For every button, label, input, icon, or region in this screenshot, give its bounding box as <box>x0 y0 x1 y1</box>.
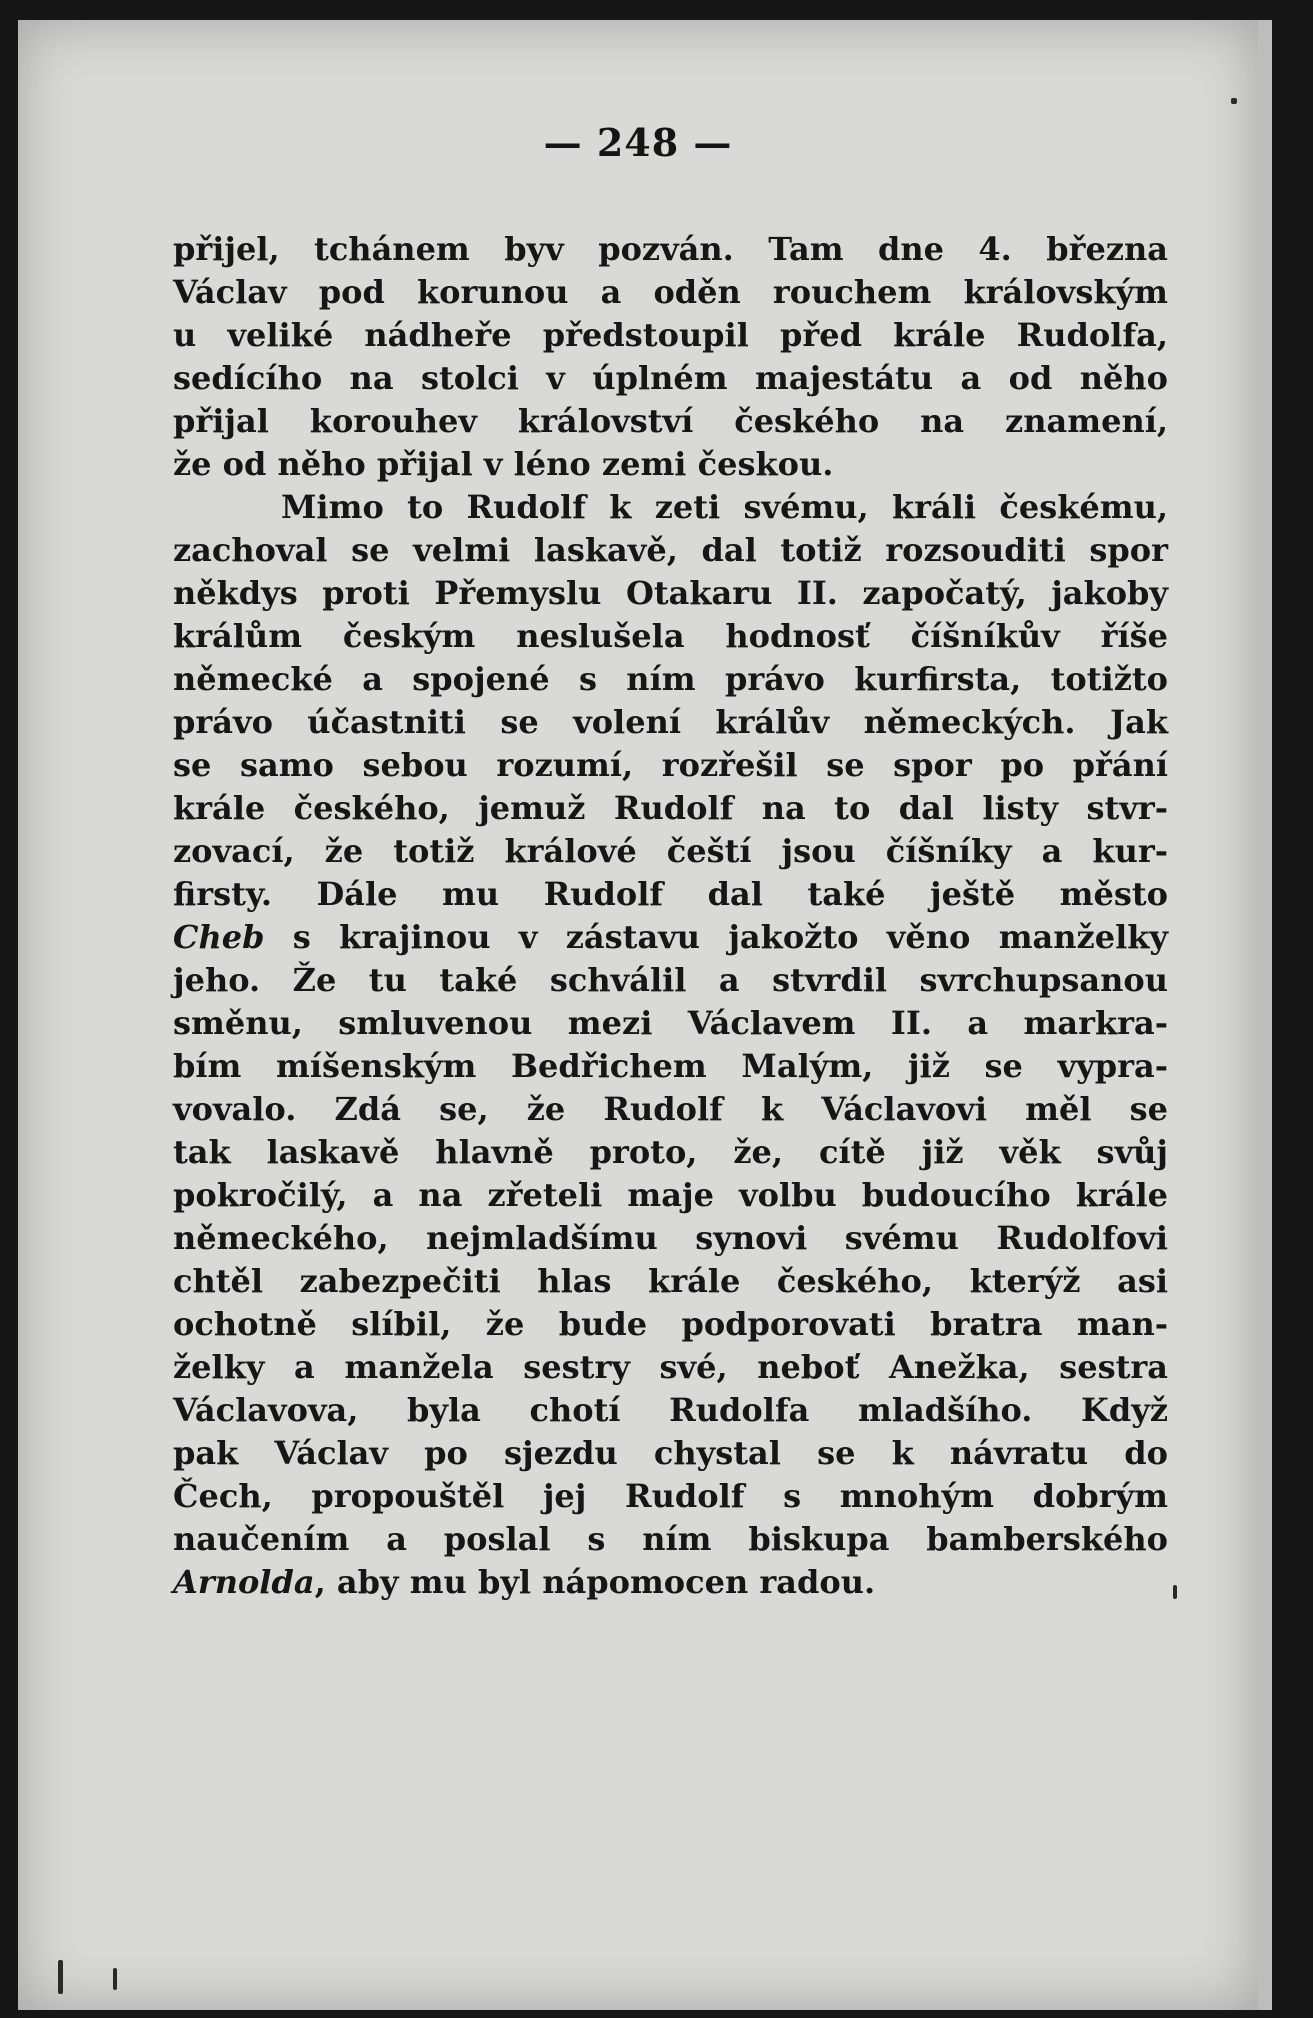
page-edge <box>1258 20 1272 2010</box>
paragraph-start-line: Mimo to Rudolf k zeti svému, králi českému, <box>281 488 1168 526</box>
text-line: někdys proti Přemyslu Otakaru II. započatý, jakoby <box>173 574 1168 612</box>
text-line: králům českým neslušela hodnosť číšníkův říše <box>173 617 1168 655</box>
place-name-cheb: Cheb <box>173 918 265 956</box>
text-line: chtěl zabezpečiti hlas krále českého, kterýž asi <box>173 1262 1168 1300</box>
text-line: se samo sebou rozumí, rozřešil se spor po přání <box>173 746 1168 784</box>
text-line: firsty. Dále mu Rudolf dal také ještě město <box>173 875 1168 913</box>
body-text <box>173 228 1168 1604</box>
text-line-with-place-name <box>173 916 1168 959</box>
scan-speck <box>1231 98 1237 104</box>
scan-speck <box>113 1968 117 1990</box>
text-line-rest: s krajinou v zástavu jakožto věno manželky <box>264 918 1168 956</box>
text-line: směnu, smluvenou mezi Václavem II. a markra- <box>173 1004 1168 1042</box>
text-line: tak laskavě hlavně proto, že, cítě již věk svůj <box>173 1133 1168 1171</box>
text-line: u veliké nádheře předstoupil před krále Rudolfa, <box>173 316 1168 354</box>
text-line: pak Václav po sjezdu chystal se k návratu do <box>173 1434 1168 1472</box>
text-line: právo účastniti se volení králův německých. Jak <box>173 703 1168 741</box>
text-line: Václavova, byla chotí Rudolfa mladšího. Když <box>173 1391 1168 1429</box>
text-line: naučením a poslal s ním biskupa bamberského <box>173 1520 1168 1558</box>
page-number: — 248 — <box>543 120 733 165</box>
text-line: vovalo. Zdá se, že Rudolf k Václavovi měl se <box>173 1090 1168 1128</box>
text-line: přijel, tchánem byv pozván. Tam dne 4. března <box>173 230 1168 268</box>
text-line: zachoval se velmi laskavě, dal totiž rozsouditi spor <box>173 531 1168 569</box>
text-line: Václav pod korunou a oděn rouchem královským <box>173 273 1168 311</box>
text-line: krále českého, jemuž Rudolf na to dal listy stvr- <box>173 789 1168 827</box>
text-line: ochotně slíbil, že bude podporovati bratra man- <box>173 1305 1168 1343</box>
text-line: jeho. Že tu také schválil a stvrdil svrchupsanou <box>173 961 1168 999</box>
scan-speck <box>1173 1585 1177 1599</box>
text-line: že od něho přijal v léno zemi českou. <box>173 445 834 483</box>
text-line: želky a manžela sestry své, neboť Anežka, sestra <box>173 1348 1168 1386</box>
text-line: zovací, že totiž králové čeští jsou číšníky a kur- <box>173 832 1168 870</box>
text-line: sedícího na stolci v úplném majestátu a od něho <box>173 359 1168 397</box>
text-line-with-person-name <box>173 1561 1168 1604</box>
scan-speck <box>58 1960 63 1994</box>
text-line-rest: , aby mu byl nápomocen radou. <box>314 1563 876 1601</box>
book-page <box>18 20 1258 2010</box>
text-line: Čech, propouštěl jej Rudolf s mnohým dobrým <box>173 1477 1168 1515</box>
text-line: přijal korouhev království českého na znamení, <box>173 402 1168 440</box>
text-line: pokročilý, a na zřeteli maje volbu budoucího krále <box>173 1176 1168 1214</box>
text-line: bím míšenským Bedřichem Malým, již se vypra- <box>173 1047 1168 1085</box>
text-line: německé a spojené s ním právo kurfirsta, totižto <box>173 660 1168 698</box>
text-line: německého, nejmladšímu synovi svému Rudolfovi <box>173 1219 1168 1257</box>
person-name-arnold: Arnolda <box>173 1563 315 1601</box>
